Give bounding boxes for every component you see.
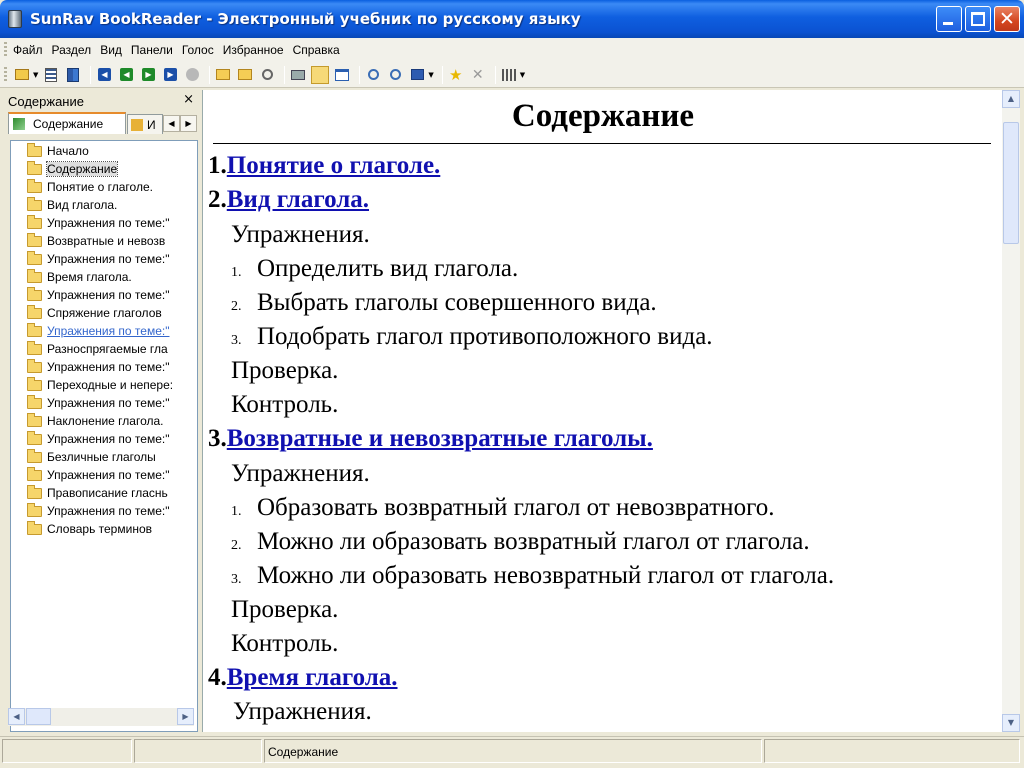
status-cell-1	[2, 739, 132, 763]
contents-panel	[4, 90, 200, 732]
exercise-text: Выбрать глаголы совершенного вида.	[257, 289, 657, 316]
tree-item-label: Понятие о глаголе.	[47, 180, 153, 194]
exercise-item[interactable]	[231, 289, 657, 317]
folder-icon	[27, 452, 42, 463]
document-vertical-scrollbar[interactable]	[1002, 90, 1020, 732]
control-label[interactable]: Контроль.	[231, 391, 339, 418]
favorites-list-icon	[502, 69, 516, 81]
add-favorite-button[interactable]	[447, 66, 465, 84]
tree-item[interactable]	[11, 142, 197, 160]
search-icon	[262, 69, 273, 80]
title-divider	[213, 143, 991, 144]
tree-item[interactable]	[11, 160, 197, 178]
next-page-icon: ▶	[142, 68, 155, 81]
exercise-item[interactable]	[231, 562, 834, 590]
tree-item[interactable]	[11, 250, 197, 268]
tab-scroll-arrows	[163, 115, 199, 133]
folder-icon	[27, 398, 42, 409]
tree-item[interactable]	[11, 394, 197, 412]
folder-icon	[27, 272, 42, 283]
status-cell-4	[764, 739, 1020, 763]
panel-tabs	[6, 112, 198, 134]
title-bar[interactable]	[0, 0, 1024, 38]
zoom-in-icon	[368, 69, 379, 80]
tree-horizontal-scrollbar[interactable]	[8, 708, 194, 726]
tab-contents[interactable]	[8, 112, 126, 134]
menu-favorites[interactable]: Избранное	[222, 43, 284, 57]
contents-list-button[interactable]	[42, 66, 60, 84]
tree-item[interactable]	[11, 358, 197, 376]
save-icon	[411, 69, 424, 80]
tree-item[interactable]	[11, 412, 197, 430]
scroll-right-icon[interactable]: ▶	[177, 708, 194, 725]
panel-header	[4, 92, 200, 110]
item-number: 3.	[231, 333, 242, 348]
close-icon: ✕	[999, 8, 1015, 30]
minimize-button[interactable]	[936, 6, 962, 32]
star-icon: ★	[449, 65, 463, 84]
tree-item[interactable]	[11, 304, 197, 322]
section-link[interactable]: Вид глагола.	[226, 186, 370, 213]
menu-file[interactable]: Файл	[13, 43, 43, 57]
folder-icon	[27, 164, 42, 175]
tree-item[interactable]	[11, 232, 197, 250]
section-number: 4.	[208, 664, 227, 691]
folder-icon	[27, 488, 42, 499]
menu-panels[interactable]: Панели	[130, 43, 173, 57]
first-page-button[interactable]	[95, 66, 113, 84]
page-title: Содержание	[511, 98, 695, 134]
item-number: 1.	[231, 504, 242, 519]
new-folder-button[interactable]	[214, 66, 232, 84]
scroll-track[interactable]	[51, 708, 177, 726]
tree-item[interactable]	[11, 268, 197, 286]
section-1	[208, 152, 440, 180]
toolbar-separator	[442, 66, 443, 84]
book-button[interactable]	[64, 66, 82, 84]
folder-icon	[27, 524, 42, 535]
toolbar-separator	[209, 66, 210, 84]
exercise-text: Образовать возвратный глагол от невозвратного.	[257, 494, 775, 521]
new-folder-icon	[216, 69, 230, 80]
menu-view[interactable]: Вид	[100, 43, 122, 57]
exercise-text: Определить вид глагола.	[257, 255, 519, 282]
refresh-button[interactable]	[183, 66, 201, 84]
folder-icon	[27, 254, 42, 265]
tree-item-label: Безличные глаголы	[47, 450, 156, 464]
tree-item-label: Упражнения по теме:"	[47, 504, 170, 518]
tree-item[interactable]	[11, 466, 197, 484]
check-label[interactable]: Проверка.	[231, 357, 339, 384]
exercises-label: Упражнения.	[231, 460, 370, 487]
window-icon	[335, 69, 349, 81]
scroll-thumb[interactable]	[1003, 122, 1019, 244]
book-icon	[67, 68, 79, 82]
toolbar	[0, 62, 1024, 88]
folder-button[interactable]	[236, 66, 254, 84]
section-number: 2.	[208, 186, 227, 213]
status-text: Содержание	[268, 745, 339, 759]
tree-item-label: Упражнения по теме:"	[47, 288, 170, 302]
tree-item[interactable]	[11, 178, 197, 196]
open-book-button[interactable]	[13, 66, 31, 84]
tree-item[interactable]	[11, 286, 197, 304]
folder-icon	[27, 290, 42, 301]
contents-tab-icon	[13, 118, 25, 130]
section-link[interactable]: Возвратные и невозвратные глаголы.	[226, 425, 653, 452]
section-link[interactable]: Время глагола.	[226, 664, 398, 691]
tree-item[interactable]	[11, 196, 197, 214]
exercise-item[interactable]	[231, 494, 774, 522]
folder-icon	[27, 344, 42, 355]
menu-help[interactable]: Справка	[292, 43, 340, 57]
scroll-left-icon[interactable]: ◀	[8, 708, 25, 725]
tree-item-label: Упражнения по теме:"	[47, 324, 170, 338]
folder-icon	[27, 470, 42, 481]
index-tab-icon	[131, 119, 143, 131]
control-label[interactable]: Контроль.	[231, 630, 339, 657]
list-icon	[45, 68, 57, 82]
tree-item-label: Разноспрягаемые гла	[47, 342, 168, 356]
tree-item[interactable]	[11, 214, 197, 232]
status-bar	[0, 736, 1024, 768]
window-title: SunRav BookReader - Электронный учебник по русскому языку	[30, 10, 581, 28]
tree-item-label: Правописание гласнь	[47, 486, 168, 500]
tree-item-label: Упражнения по теме:"	[47, 216, 170, 230]
folder-icon	[27, 146, 42, 157]
previous-page-button[interactable]	[117, 66, 135, 84]
check-label[interactable]: Проверка.	[231, 596, 339, 623]
tree-item-label: Начало	[47, 144, 89, 158]
tree-item-label: Вид глагола.	[47, 198, 118, 212]
last-page-icon: ▶	[164, 68, 177, 81]
menu-section[interactable]: Раздел	[51, 43, 92, 57]
exercise-text: Можно ли образовать невозвратный глагол от глагола.	[257, 562, 835, 589]
refresh-icon	[186, 68, 199, 81]
item-number: 2.	[231, 299, 242, 314]
tree-item[interactable]	[11, 520, 197, 538]
folder-icon	[27, 308, 42, 319]
folder-icon	[27, 326, 42, 337]
contents-tree[interactable]	[10, 140, 198, 732]
minimize-icon	[943, 22, 953, 25]
panel-title: Содержание	[8, 94, 84, 109]
tree-item-label: Время глагола.	[47, 270, 132, 284]
tree-item-label: Упражнения по теме:"	[47, 468, 170, 482]
tab-scroll-left-icon[interactable]: ◀	[163, 115, 180, 132]
tree-list	[11, 142, 197, 538]
tree-item-label: Упражнения по теме:"	[47, 396, 170, 410]
exercise-item[interactable]	[231, 528, 810, 556]
tab-scroll-right-icon[interactable]: ▶	[180, 115, 197, 132]
tab-contents-label: Содержание	[33, 117, 104, 131]
zoom-in-button[interactable]	[364, 66, 382, 84]
exercise-item[interactable]	[231, 323, 713, 351]
delete-icon: ✕	[471, 66, 484, 83]
tree-item[interactable]	[11, 376, 197, 394]
printer-icon	[291, 70, 305, 80]
window-button[interactable]	[333, 66, 351, 84]
favorites-dropdown-icon[interactable]: ▼	[519, 70, 526, 79]
menu-grip-icon[interactable]	[4, 42, 7, 58]
maximize-icon	[971, 12, 985, 26]
toolbar-separator	[495, 66, 496, 84]
save-dropdown-icon[interactable]: ▼	[428, 70, 434, 79]
tree-item-label: Наклонение глагола.	[47, 414, 164, 428]
last-page-button[interactable]	[161, 66, 179, 84]
zoom-out-button[interactable]	[386, 66, 404, 84]
toolbar-grip-icon[interactable]	[4, 67, 7, 83]
item-number: 2.	[231, 538, 242, 553]
status-cell-3	[264, 739, 762, 763]
section-3	[208, 425, 653, 453]
toolbar-separator	[90, 66, 91, 84]
remove-favorite-button[interactable]	[469, 66, 487, 84]
exercise-text: Можно ли образовать возвратный глагол от глагола.	[257, 528, 810, 555]
tree-item[interactable]	[11, 448, 197, 466]
exercise-item[interactable]	[231, 255, 518, 283]
section-number: 3.	[208, 425, 227, 452]
mode-button[interactable]	[311, 66, 329, 84]
tree-item[interactable]	[11, 322, 197, 340]
item-number: 3.	[231, 572, 242, 587]
folder-icon	[238, 69, 252, 80]
tree-item[interactable]	[11, 502, 197, 520]
previous-page-icon: ◀	[120, 68, 133, 81]
section-link[interactable]: Понятие о глаголе.	[226, 152, 441, 179]
folder-icon	[27, 362, 42, 373]
folder-icon	[27, 506, 42, 517]
menu-voice[interactable]: Голос	[181, 43, 214, 57]
folder-icon	[27, 182, 42, 193]
tree-item[interactable]	[11, 484, 197, 502]
exercise-text: Подобрать глагол противоположного вида.	[257, 323, 713, 350]
first-page-icon: ◀	[98, 68, 111, 81]
scroll-up-icon[interactable]: ▲	[1002, 90, 1020, 108]
folder-icon	[27, 434, 42, 445]
tree-item-label: Упражнения по теме:"	[47, 252, 170, 266]
section-4	[208, 664, 398, 692]
tree-item-label: Упражнения по теме:"	[47, 360, 170, 374]
print-button[interactable]	[289, 66, 307, 84]
favorites-list-button[interactable]	[500, 66, 518, 84]
tree-item[interactable]	[11, 340, 197, 358]
scroll-down-icon[interactable]: ▼	[1002, 714, 1020, 732]
folder-icon	[27, 380, 42, 391]
search-button[interactable]	[258, 66, 276, 84]
document-view	[202, 90, 1002, 732]
tree-item-label: Переходные и непере:	[47, 378, 174, 392]
next-page-button[interactable]	[139, 66, 157, 84]
section-number: 1.	[208, 152, 227, 179]
close-button[interactable]	[994, 6, 1020, 32]
folder-icon	[27, 200, 42, 211]
tree-item[interactable]	[11, 430, 197, 448]
status-cell-2	[134, 739, 262, 763]
folder-icon	[27, 218, 42, 229]
panel-close-icon[interactable]: ×	[183, 92, 194, 107]
tree-item-label: Словарь терминов	[47, 522, 152, 536]
maximize-button[interactable]	[965, 6, 991, 32]
mode-icon	[311, 66, 329, 84]
folder-icon	[27, 236, 42, 247]
scroll-thumb[interactable]	[26, 708, 51, 725]
tree-item-label: Спряжение глаголов	[47, 306, 162, 320]
open-dropdown-icon[interactable]: ▼	[33, 70, 39, 79]
app-book-icon[interactable]	[8, 10, 22, 28]
exercises-label: Упражнения.	[233, 698, 372, 725]
toolbar-separator	[284, 66, 285, 84]
menu-bar	[0, 38, 1024, 62]
tree-item-label: Содержание	[47, 162, 118, 176]
exercises-label: Упражнения.	[231, 221, 370, 248]
tab-index-label: И	[147, 117, 156, 132]
item-number: 1.	[231, 265, 242, 280]
folder-icon	[27, 416, 42, 427]
tab-index[interactable]	[127, 114, 163, 134]
open-folder-icon	[15, 69, 29, 80]
tree-item-label: Упражнения по теме:"	[47, 432, 170, 446]
save-button[interactable]	[408, 66, 426, 84]
toolbar-separator	[359, 66, 360, 84]
tree-item-label: Возвратные и невозв	[47, 234, 166, 248]
section-2	[208, 186, 369, 214]
zoom-out-icon	[390, 69, 401, 80]
